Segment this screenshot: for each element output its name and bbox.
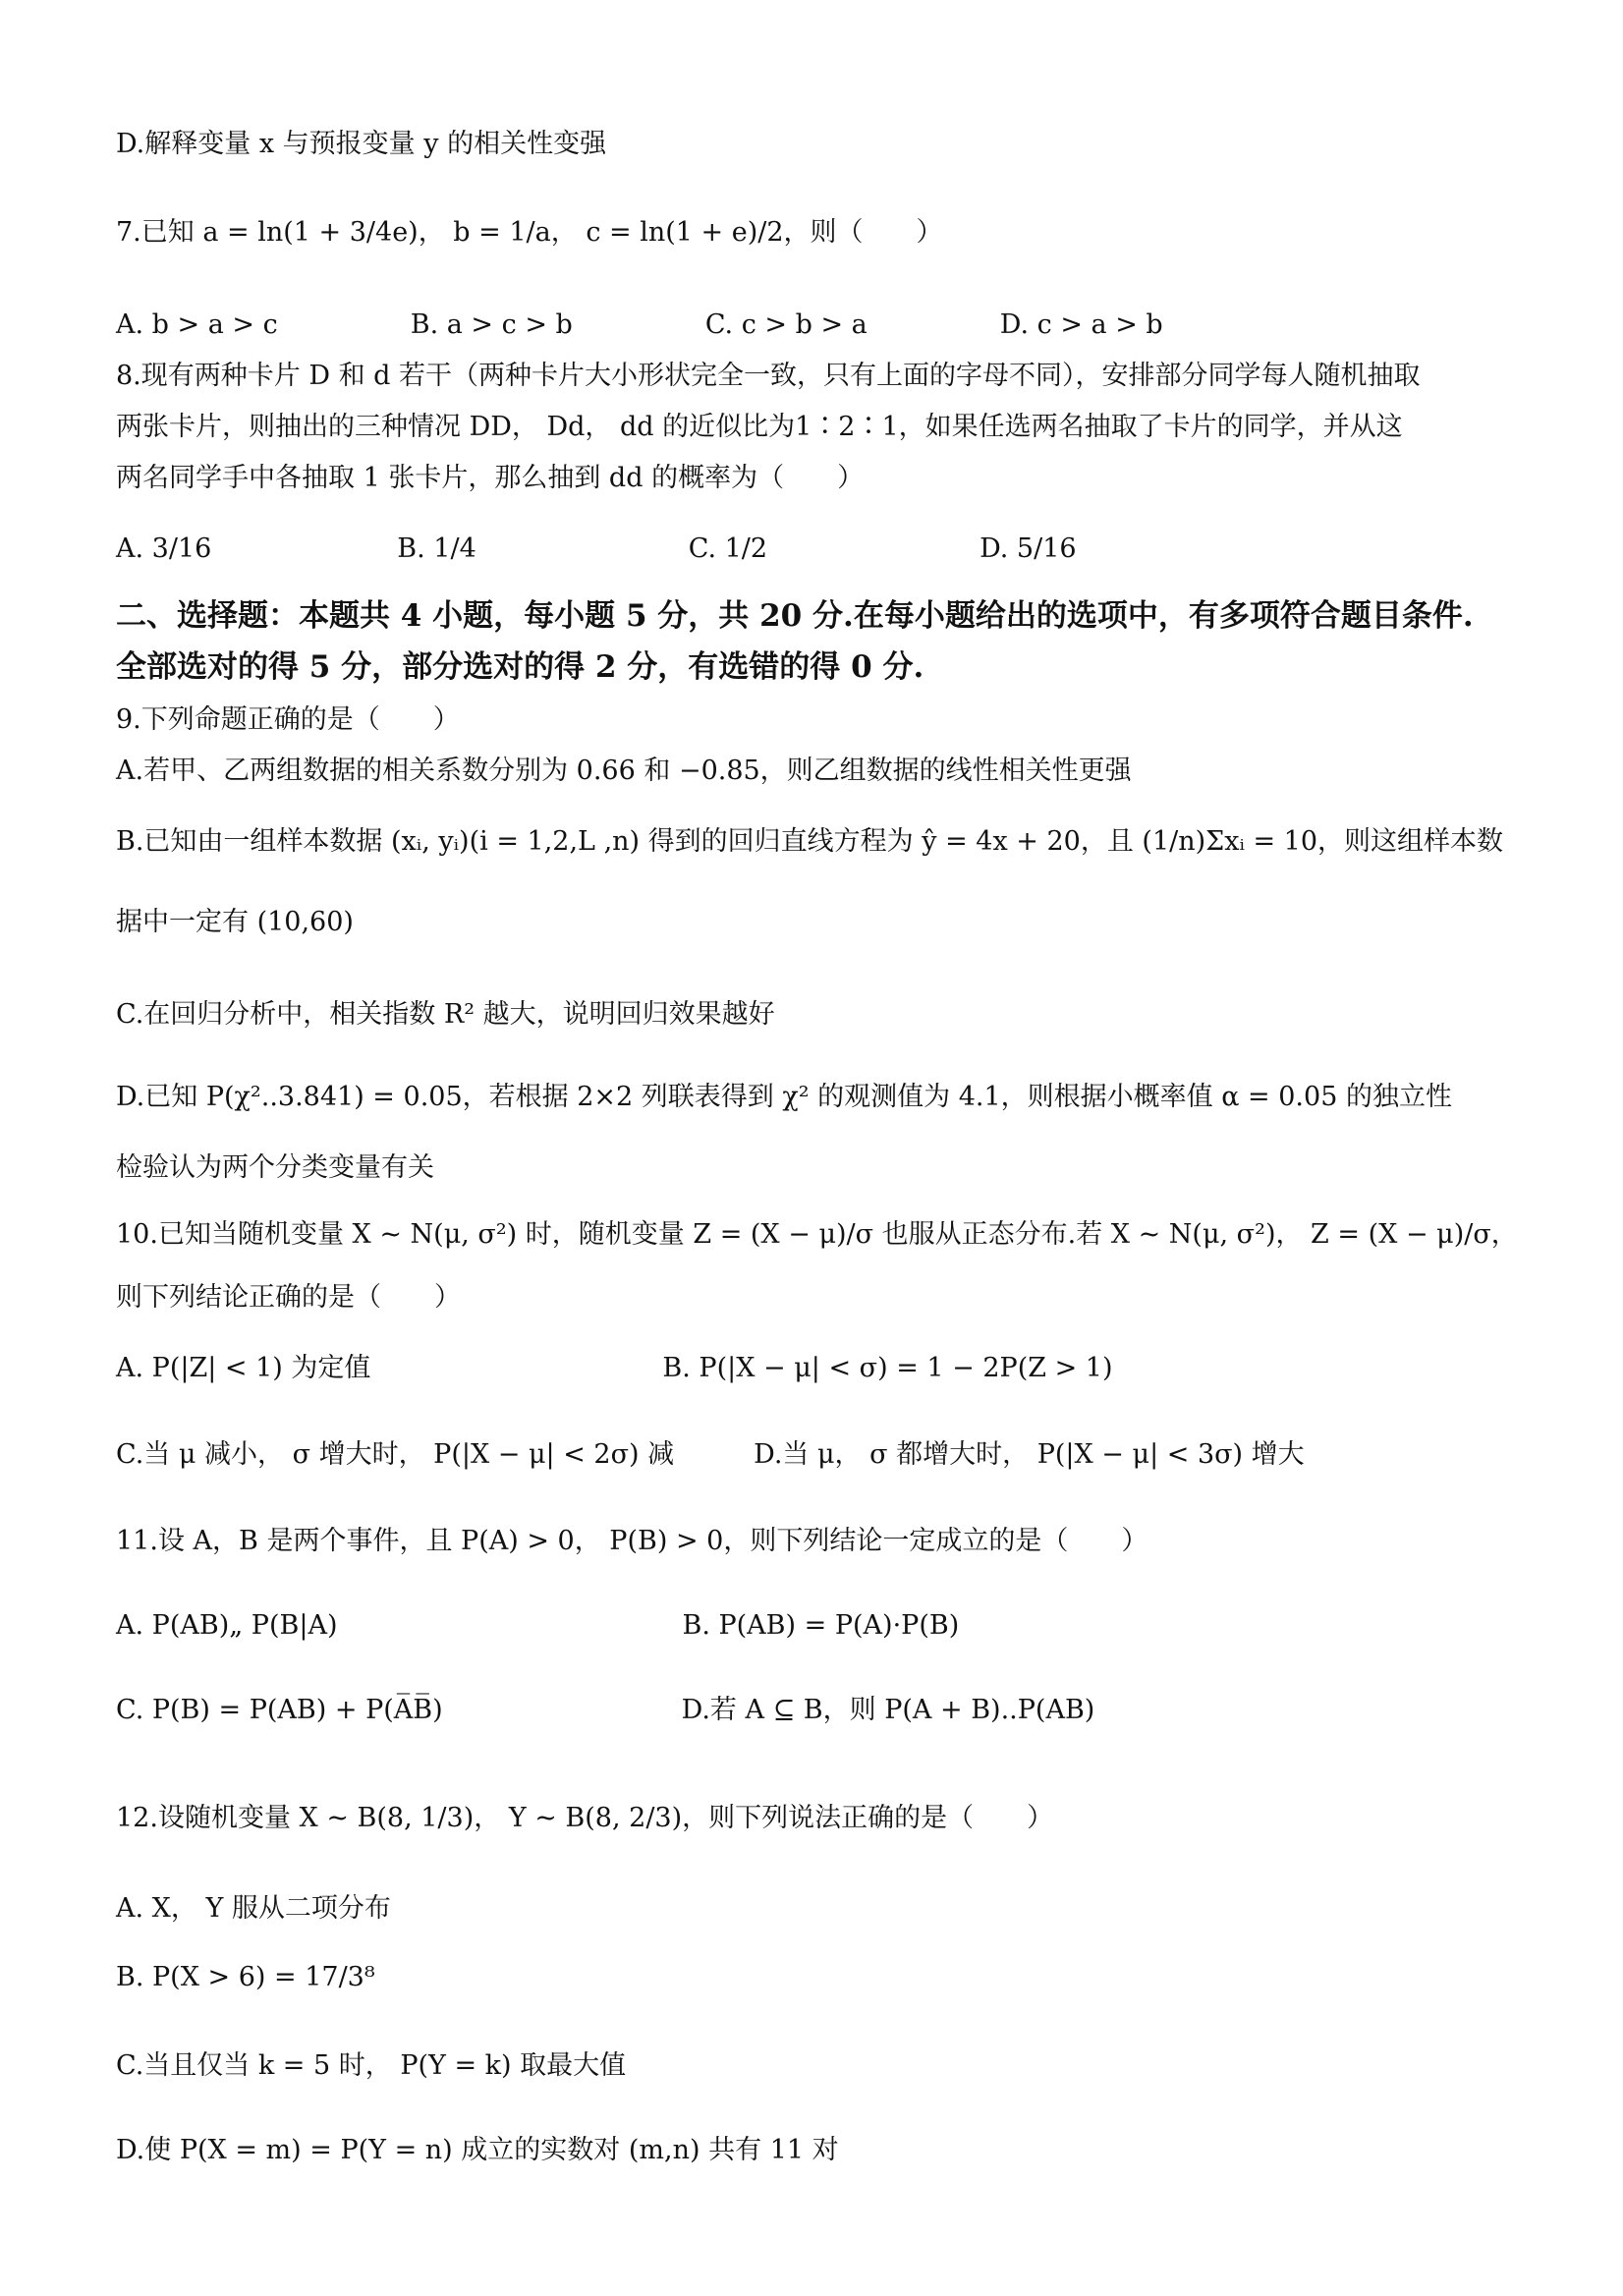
q9-stem: 9.下列命题正确的是（ ） xyxy=(116,704,460,735)
q9-option-c: C.在回归分析中，相关指数 R² 越大，说明回归效果越好 xyxy=(116,999,775,1030)
q7-stem: 7.已知 a = ln(1 + 3/4e)， b = 1/a， c = ln(1 + e)/2，则（ ） xyxy=(116,217,943,248)
q6-option-d: D.解释变量 x 与预报变量 y 的相关性变强 xyxy=(116,129,607,159)
q12-option-a: A. X， Y 服从二项分布 xyxy=(116,1893,391,1924)
q11-options-ab: A. P(AB)„ P(B|A) B. P(AB) = P(A)·P(B) xyxy=(116,1610,960,1641)
q9-option-b: B.已知由一组样本数据 (xᵢ, yᵢ)(i = 1,2,L ,n) 得到的回归直线方程为 ŷ = 4x + 20，且 (1/n)Σxᵢ = 10，则这组样本数 xyxy=(116,826,1504,857)
q11-stem: 11.设 A，B 是两个事件，且 P(A) > 0， P(B) > 0，则下列结论一定成立的是（ ） xyxy=(116,1526,1148,1556)
q10-options-ab: A. P(|Z| < 1) 为定值 B. P(|X − μ| < σ) = 1 − 2P(Z > 1) xyxy=(116,1353,1113,1383)
section2-heading-line1: 二、选择题：本题共 4 小题，每小题 5 分，共 20 分.在每小题给出的选项中，有多项符合题目条件. xyxy=(116,598,1474,634)
q10-stem-line2: 则下列结论正确的是（ ） xyxy=(116,1282,461,1313)
q9-option-d-cont: 检验认为两个分类变量有关 xyxy=(116,1152,434,1183)
q8-stem-line1: 8.现有两种卡片 D 和 d 若干（两种卡片大小形状完全一致，只有上面的字母不同），安排部分同学每人随机抽取 xyxy=(116,361,1421,391)
q8-options: A. 3/16 B. 1/4 C. 1/2 D. 5/16 xyxy=(116,533,1077,564)
q11-options-cd: C. P(B) = P(AB) + P(A̅B̅) D.若 A ⊆ B，则 P(A + B)..P(AB) xyxy=(116,1695,1095,1725)
q12-option-c: C.当且仅当 k = 5 时， P(Y = k) 取最大值 xyxy=(116,2050,627,2081)
q7-options: A. b > a > c B. a > c > b C. c > b > a D. c > a > b xyxy=(116,309,1163,340)
q8-stem-line3: 两名同学手中各抽取 1 张卡片，那么抽到 dd 的概率为（ ） xyxy=(116,463,865,493)
q10-stem-line1: 10.已知当随机变量 X ~ N(μ, σ²) 时，随机变量 Z = (X − μ)/σ 也服从正态分布.若 X ~ N(μ, σ²)， Z = (X − μ)/σ， xyxy=(116,1219,1518,1250)
q12-stem: 12.设随机变量 X ~ B(8, 1/3)， Y ~ B(8, 2/3)，则下列说法正确的是（ ） xyxy=(116,1803,1054,1833)
q8-stem-line2: 两张卡片，则抽出的三种情况 DD， Dd， dd 的近似比为1∶2∶1，如果任选两名抽取了卡片的同学，并从这 xyxy=(116,412,1403,442)
q9-option-b-cont: 据中一定有 (10,60) xyxy=(116,907,354,937)
q9-option-a: A.若甲、乙两组数据的相关系数分别为 0.66 和 −0.85，则乙组数据的线性相关性更强 xyxy=(116,756,1132,786)
q10-options-cd: C.当 μ 减小， σ 增大时， P(|X − μ| < 2σ) 减 D.当 μ， σ 都增大时， P(|X − μ| < 3σ) 增大 xyxy=(116,1439,1305,1470)
q12-option-d: D.使 P(X = m) = P(Y = n) 成立的实数对 (m,n) 共有 11 对 xyxy=(116,2135,839,2165)
section2-heading-line2: 全部选对的得 5 分，部分选对的得 2 分，有选错的得 0 分. xyxy=(116,649,924,685)
q9-option-d: D.已知 P(χ²..3.841) = 0.05，若根据 2×2 列联表得到 χ² 的观测值为 4.1，则根据小概率值 α = 0.05 的独立性 xyxy=(116,1082,1452,1112)
q12-option-b: B. P(X > 6) = 17/3⁸ xyxy=(116,1962,375,1992)
